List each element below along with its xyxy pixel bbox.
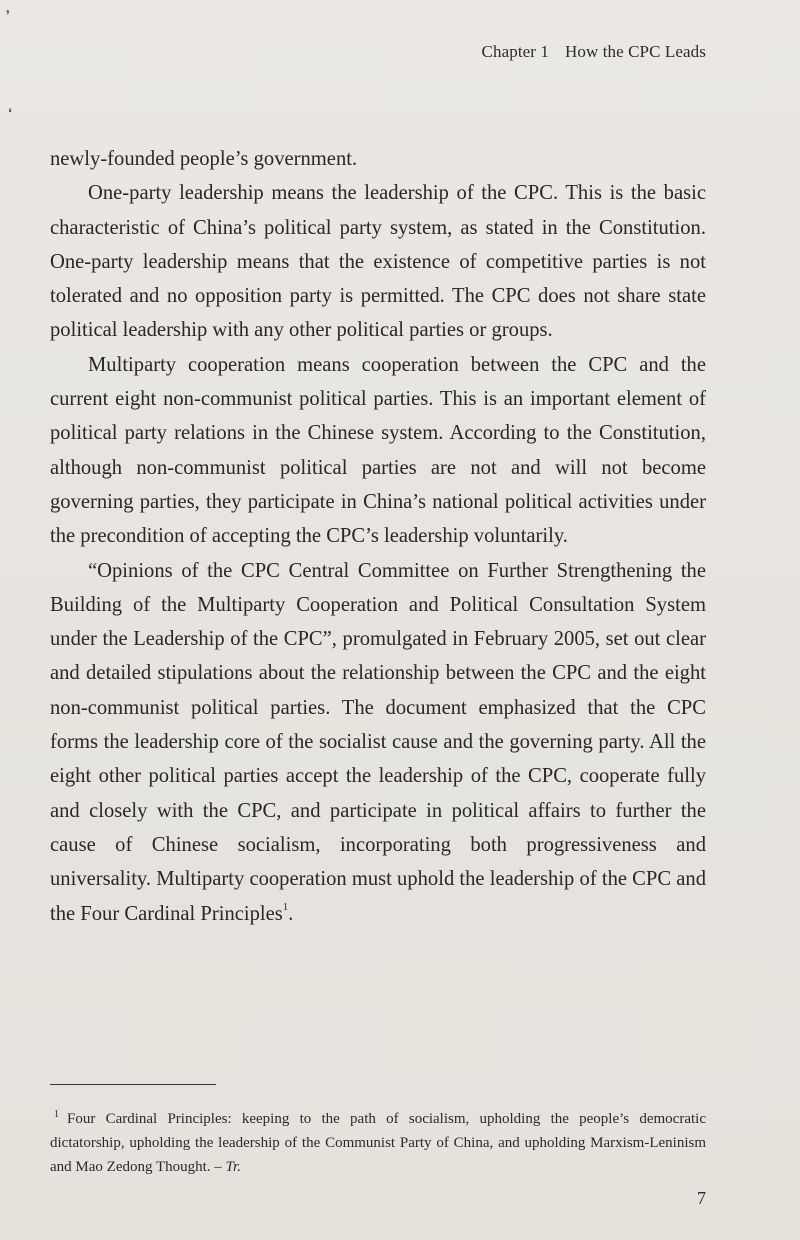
translator-mark: Tr.	[225, 1159, 241, 1175]
paragraph: newly-founded people’s government.	[50, 148, 358, 170]
running-head	[482, 42, 706, 62]
margin-speck: ❛	[8, 106, 12, 120]
paragraph-text: “Opinions of the CPC Central Committee on Further Strengthening the Building of the Multiparty Cooperation and Political Consultation System under the Leadership of the CPC”, promulgated in February 2005, set out clear and detailed stipulations about the relationship between the CPC and the eight non-communist political parties. The document emphasized that the CPC forms the leadership core of the socialist cause and the governing party. All the eight other political parties accept the leadership of the CPC, cooperate fully and closely with the CPC, and participate in political affairs to further the cause of Chinese socialism, incorporating both progressiveness and universality. Multiparty cooperation must uphold the leadership of the CPC and the Four Cardinal Principles	[50, 559, 706, 925]
margin-speck: ❜	[6, 8, 10, 22]
paragraph: Multiparty cooperation means cooperation between the CPC and the current eight non-communist political parties. This is an important element of political party relations in the Chinese system. According to the Constitution, although non-communist political parties are not and will not become governing parties, they participate in China’s national political activities under the precondition of accepting the CPC’s leadership voluntarily.	[50, 353, 706, 548]
page-number: 7	[697, 1188, 706, 1208]
chapter-title: How the CPC Leads	[565, 42, 706, 61]
footnote-text: Four Cardinal Principles: keeping to the path of socialism, upholding the people’s democratic dictatorship, upholding the leadership of the Communist Party of China, and upholding Marxism-Leninism and Mao Zedong Thought. –	[50, 1111, 706, 1175]
paragraph-end: .	[288, 902, 294, 925]
body-text	[50, 142, 706, 931]
paragraph: One-party leadership means the leadership of the CPC. This is the basic characteristic of China’s political party system, as stated in the Constitution. One-party leadership means that the existence of competitive parties is not tolerated and no opposition party is permitted. The CPC does not share state political leadership with any other political parties or groups.	[50, 182, 706, 342]
footnote-number: 1	[54, 1109, 59, 1120]
footnote-reference: 1	[282, 900, 289, 913]
footnote-rule	[50, 1084, 216, 1085]
chapter-number: Chapter 1	[481, 42, 549, 61]
paragraph	[50, 554, 706, 931]
footnote	[50, 1103, 706, 1179]
